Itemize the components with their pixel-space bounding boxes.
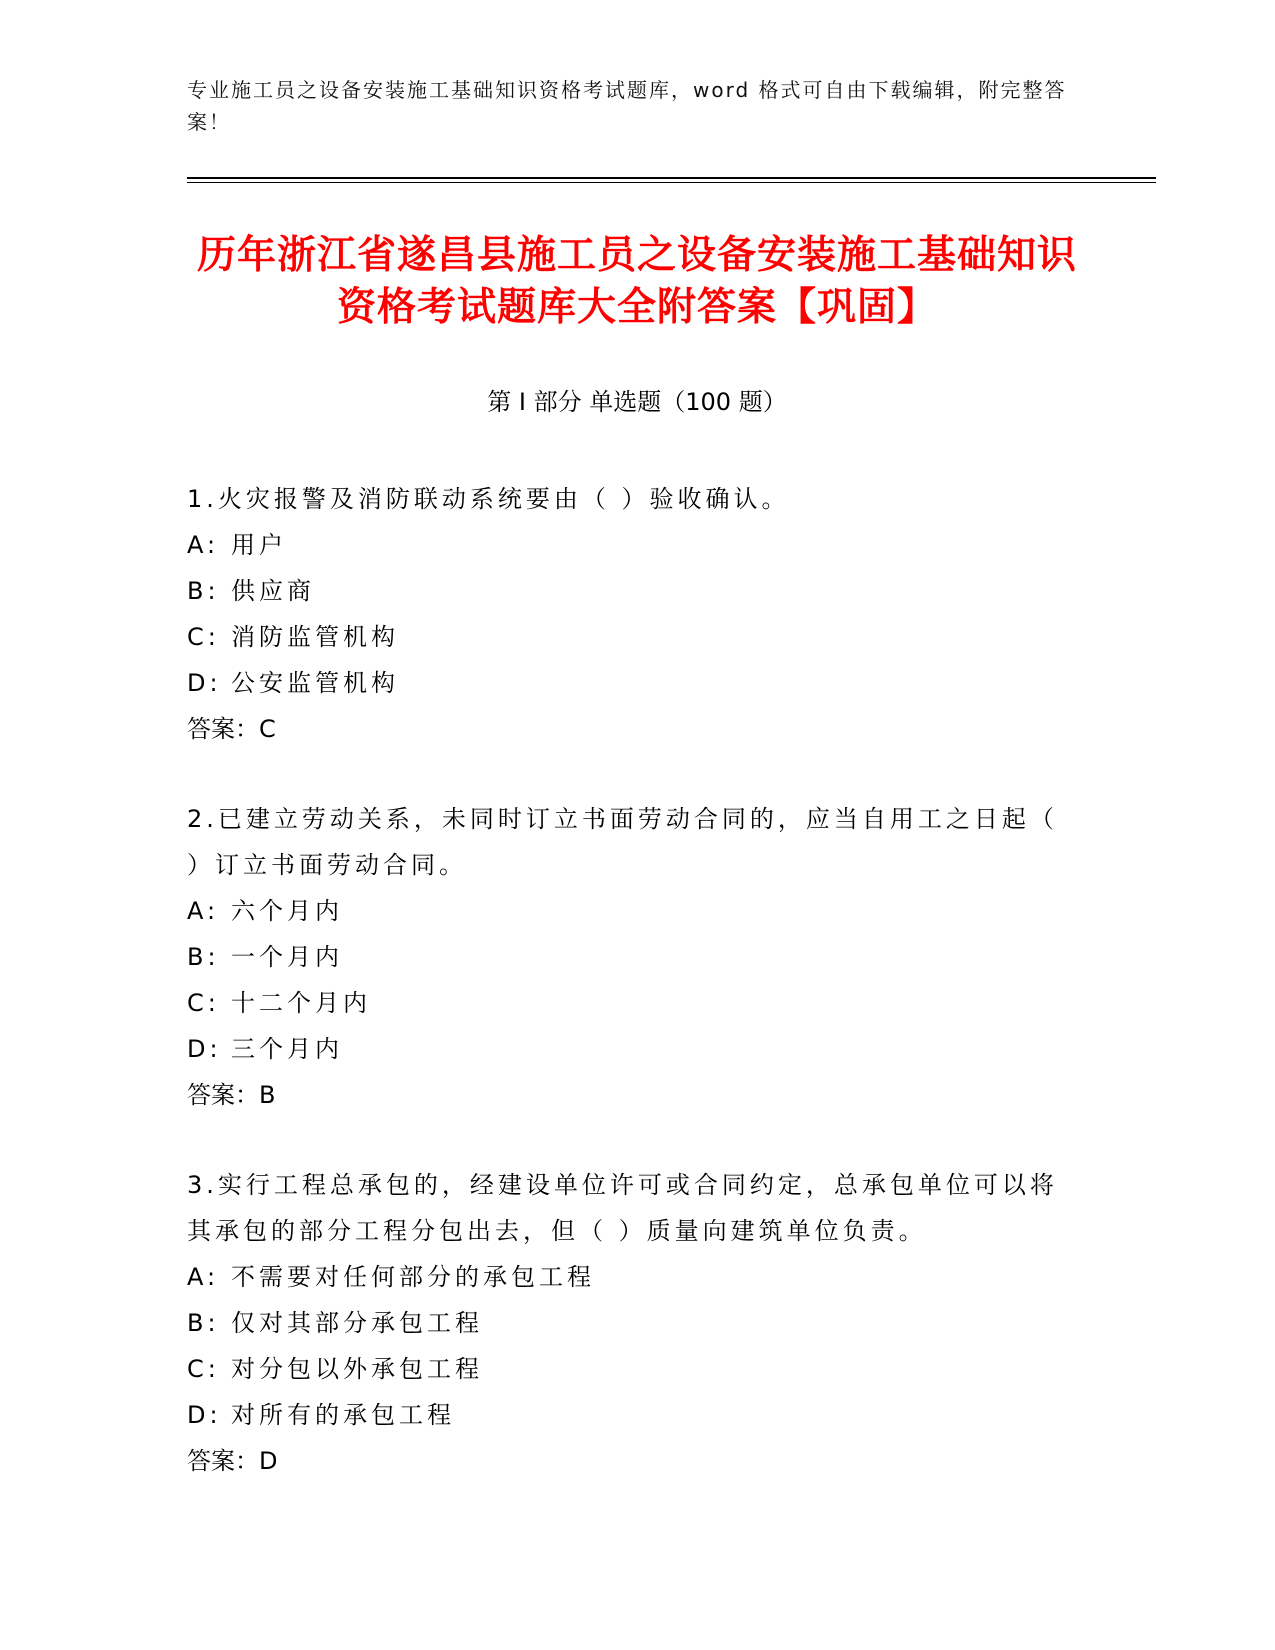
option-letter: C: bbox=[187, 1355, 220, 1383]
option-c bbox=[187, 980, 1067, 1026]
question-list bbox=[187, 476, 1067, 1528]
option-text: 消防监管机构 bbox=[231, 623, 399, 651]
option-c bbox=[187, 1346, 1067, 1392]
option-letter: C: bbox=[187, 989, 220, 1017]
option-letter: A: bbox=[187, 897, 220, 925]
option-a bbox=[187, 1254, 1067, 1300]
option-text: 用户 bbox=[231, 531, 287, 559]
header-divider-thin bbox=[187, 182, 1156, 183]
option-letter: A: bbox=[187, 531, 220, 559]
option-letter: A: bbox=[187, 1263, 220, 1291]
header-divider-thick bbox=[187, 177, 1156, 179]
option-text: 公安监管机构 bbox=[231, 669, 399, 697]
option-text: 六个月内 bbox=[231, 897, 343, 925]
question-stem: 3.实行工程总承包的，经建设单位许可或合同约定，总承包单位可以将其承包的部分工程分包出去，但（ ）质量向建筑单位负责。 bbox=[187, 1171, 1058, 1245]
option-c bbox=[187, 614, 1067, 660]
option-b bbox=[187, 934, 1067, 980]
option-b bbox=[187, 568, 1067, 614]
option-d bbox=[187, 660, 1067, 706]
option-letter: B: bbox=[187, 577, 220, 605]
option-text: 一个月内 bbox=[231, 943, 343, 971]
option-a bbox=[187, 522, 1067, 568]
option-a bbox=[187, 888, 1067, 934]
option-letter: B: bbox=[187, 1309, 220, 1337]
option-text: 仅对其部分承包工程 bbox=[231, 1309, 483, 1337]
answer: 答案：D bbox=[187, 1447, 278, 1475]
option-letter: D: bbox=[187, 1035, 222, 1063]
document-title: 历年浙江省遂昌县施工员之设备安装施工基础知识资格考试题库大全附答案【巩固】 bbox=[196, 233, 1077, 330]
option-letter: C: bbox=[187, 623, 220, 651]
option-letter: D: bbox=[187, 669, 222, 697]
option-text: 三个月内 bbox=[231, 1035, 343, 1063]
option-text: 对所有的承包工程 bbox=[231, 1401, 455, 1429]
option-letter: D: bbox=[187, 1401, 222, 1429]
header-note: 专业施工员之设备安装施工基础知识资格考试题库，word 格式可自由下载编辑，附完整答案！ bbox=[187, 78, 1067, 134]
question-3 bbox=[187, 1162, 1067, 1484]
option-b bbox=[187, 1300, 1067, 1346]
option-text: 不需要对任何部分的承包工程 bbox=[231, 1263, 595, 1291]
option-text: 供应商 bbox=[231, 577, 315, 605]
option-letter: B: bbox=[187, 943, 220, 971]
question-2 bbox=[187, 796, 1067, 1118]
question-stem: 1.火灾报警及消防联动系统要由（ ）验收确认。 bbox=[187, 485, 790, 513]
option-text: 十二个月内 bbox=[231, 989, 371, 1017]
option-text: 对分包以外承包工程 bbox=[231, 1355, 483, 1383]
section-title: 第 I 部分 单选题（100 题） bbox=[487, 388, 787, 416]
option-d bbox=[187, 1392, 1067, 1438]
answer: 答案：B bbox=[187, 1081, 276, 1109]
answer: 答案：C bbox=[187, 715, 276, 743]
question-stem: 2.已建立劳动关系，未同时订立书面劳动合同的，应当自用工之日起（ ）订立书面劳动合同。 bbox=[187, 805, 1058, 879]
question-1 bbox=[187, 476, 1067, 752]
option-d bbox=[187, 1026, 1067, 1072]
